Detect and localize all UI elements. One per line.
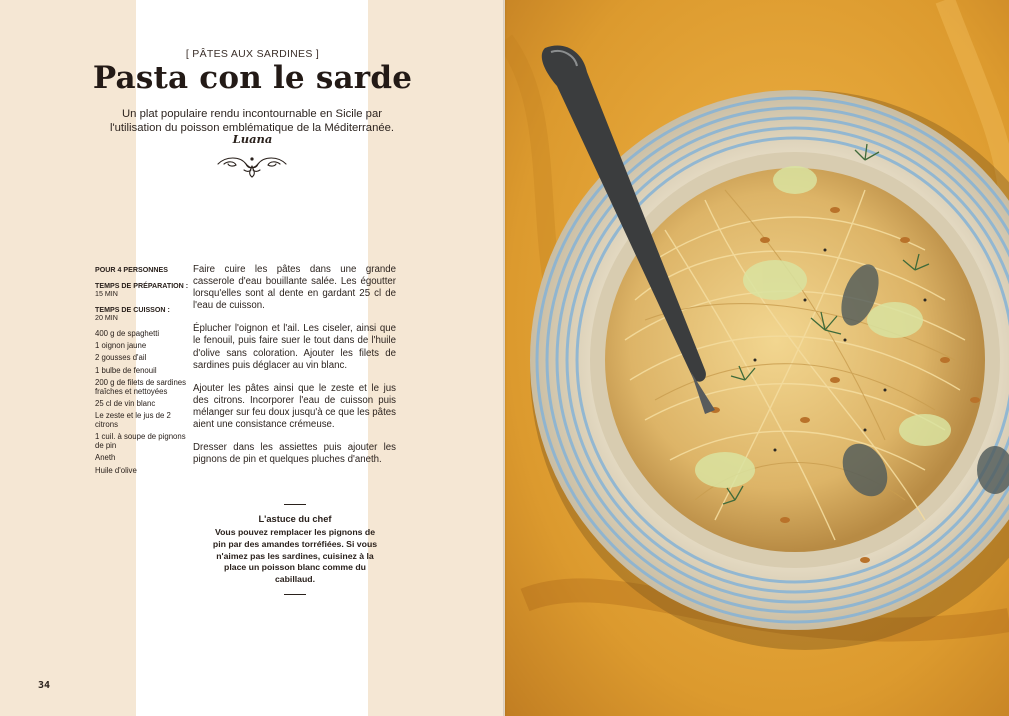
servings-label: POUR 4 PERSONNES [95,266,168,274]
ingredient-item: 1 bulbe de fenouil [95,365,157,375]
step-paragraph: Ajouter les pâtes ainsi que le zeste et le jus des citrons. Incorporer l'eau de cuisson puis mélanger sur feu doux jusqu'à ce que les pâtes aient une consistance crémeuse. [193,382,396,431]
ingredient-item: Aneth [95,453,116,463]
step-paragraph: Dresser dans les assiettes puis ajouter les pignons de pin et quelques pluches d'aneth. [193,442,396,466]
cook-time-value: 20 MIN [95,314,118,323]
ingredient-item: 25 cl de vin blanc [95,398,156,408]
ingredient-item: 1 cuil. à soupe de pignons de pin [95,432,186,451]
ingredient-item: Le zeste et le jus de 2 citrons [95,411,171,430]
tip-body: Vous pouvez remplacer les pignons de pin par des amandes torréfiées. Si vous n'aimez pas les sardines, cuisinez à la place un poisson blanc comme du cabillaud. [212,527,378,585]
pasta-illustration [505,0,1009,716]
dish-photo [505,0,1009,716]
ornament-flourish-icon [214,152,290,180]
recipe-author: Luana [232,132,273,146]
recipe-meta [95,266,191,330]
recipe-title: Pasta con le sarde [92,60,413,96]
prep-time-value: 15 MIN [95,290,118,299]
ingredient-item: Huile d'olive [95,465,137,475]
tip-bottom-rule [284,594,306,595]
recipe-subtitle: Un plat populaire rendu incontournable en Sicile par l'utilisation du poisson emblématique de la Méditerranée. [109,108,395,134]
ingredient-item: 400 g de spaghetti [95,329,160,338]
page-number: 34 [38,680,51,691]
recipe-kicker: [ PÂTES AUX SARDINES ] [185,48,320,60]
tip-title: L'astuce du chef [258,514,332,524]
ingredient-item: 1 oignon jaune [95,341,147,351]
step-paragraph: Éplucher l'oignon et l'ail. Les ciseler, ainsi que le fenouil, puis faire suer le tout dans de l'huile d'olive sans coloration. Ajouter les filets de sardines puis déglacer au vin blanc. [193,323,396,371]
ingredient-item: 2 gousses d'ail [95,353,147,363]
prep-time-label: TEMPS DE PRÉPARATION : [95,281,189,290]
page-gutter-shadow [503,0,507,716]
tip-top-rule [284,504,306,505]
ingredients-list [95,330,191,479]
ingredient-item: 200 g de filets de sardines fraîches et nettoyées [95,377,187,396]
step-paragraph: Faire cuire les pâtes dans une grande casserole d'eau bouillante salée. Les égoutter lorsqu'elles sont al dente en gardant 25 cl de l'eau de cuisson. [193,264,396,312]
recipe-steps [193,264,396,477]
cook-time-label: TEMPS DE CUISSON : [95,305,170,314]
